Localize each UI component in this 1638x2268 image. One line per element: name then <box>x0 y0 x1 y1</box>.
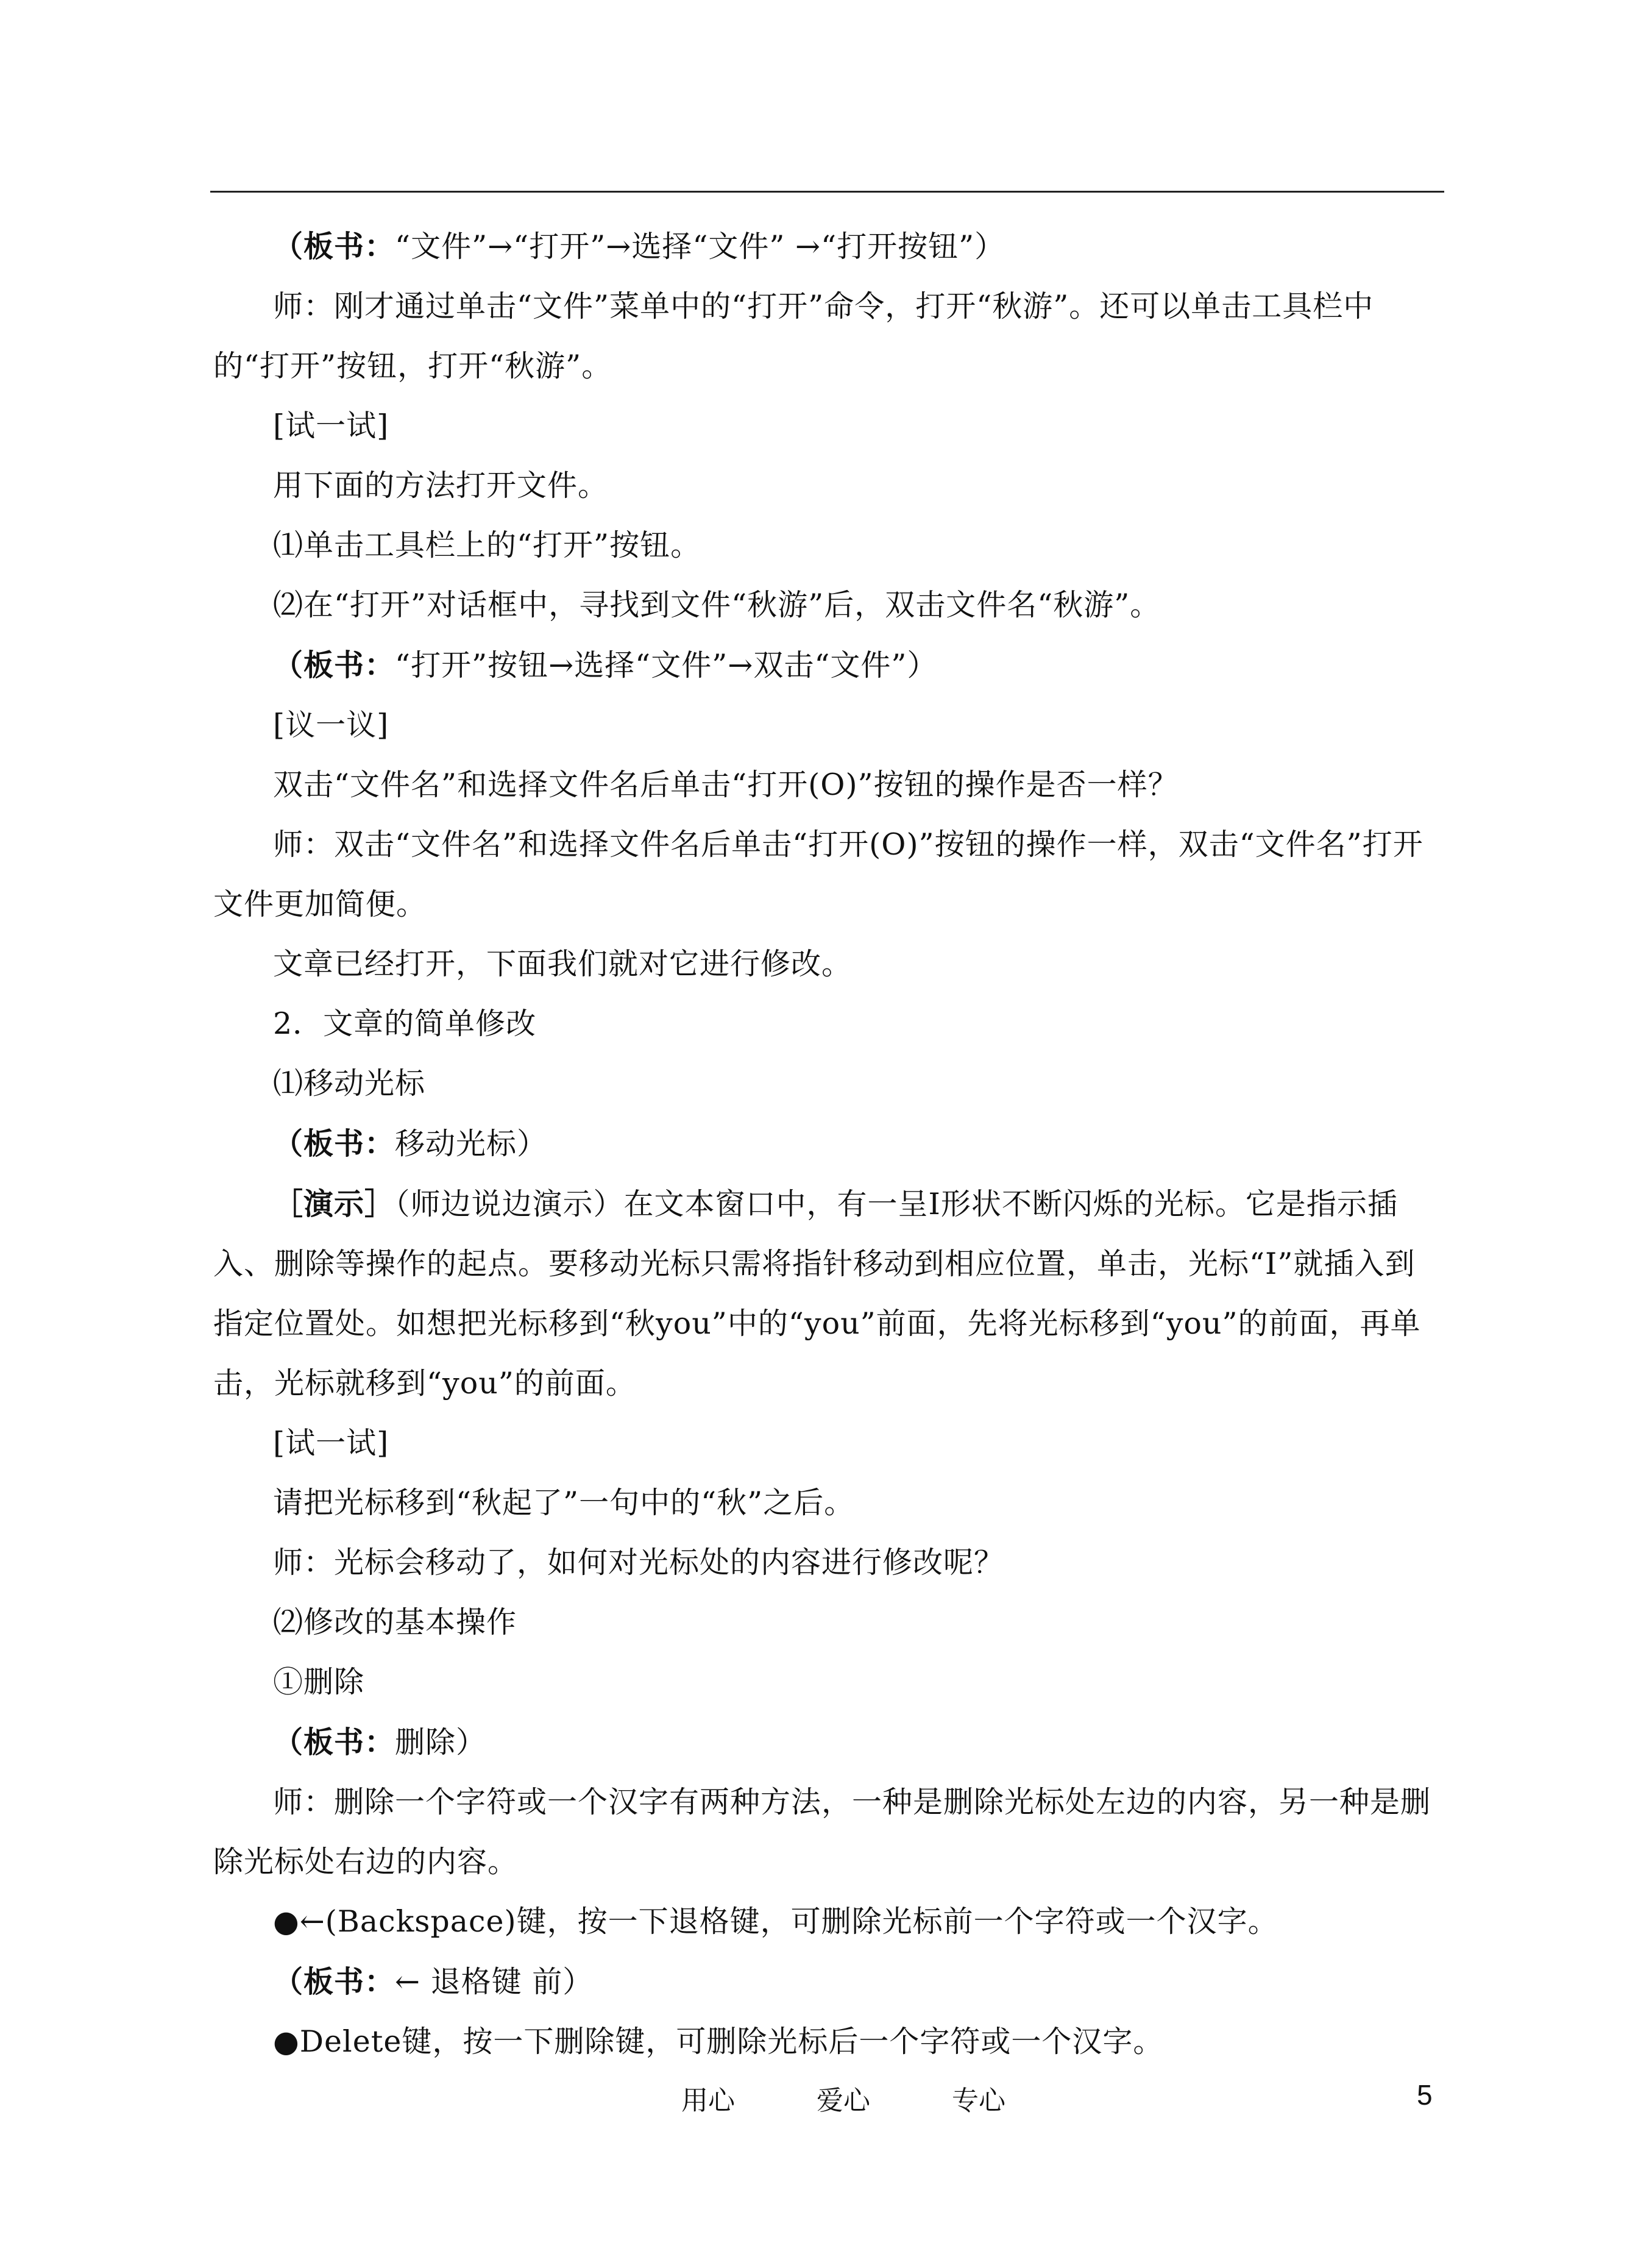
paragraph <box>213 695 1444 755</box>
paragraph-text: 删除） <box>395 1725 487 1760</box>
paragraph <box>213 1533 1444 1593</box>
paragraph-text: ①删除 <box>273 1665 365 1699</box>
paragraph-text: 用下面的方法打开文件。 <box>273 468 609 503</box>
footer-slogan-item: 爱心 <box>817 2085 870 2116</box>
paragraph <box>213 575 1444 635</box>
paragraph <box>213 1652 1444 1712</box>
paragraph <box>213 755 1444 815</box>
paragraph-text: ← 退格键 前） <box>395 1964 594 1999</box>
paragraph <box>213 277 1444 396</box>
footer-slogan-item: 用心 <box>681 2085 735 2116</box>
sub-heading <box>213 1593 1444 1652</box>
paragraph <box>213 1114 1444 1174</box>
paragraph-text: “打开”按钮→选择“文件”→双击“文件”） <box>395 648 938 683</box>
paragraph <box>213 456 1444 516</box>
paragraph <box>213 2012 1444 2072</box>
paragraph-text: [试一试] <box>273 1426 389 1460</box>
paragraph <box>213 1473 1444 1533</box>
paragraph <box>213 1174 1444 1413</box>
paragraph-text: ●Delete键，按一下删除键，可删除光标后一个字符或一个汉字。 <box>273 2024 1164 2059</box>
paragraph-text: （师边说边演示）在文本窗口中，有一呈Ⅰ形状不断闪烁的光标。它是指示插入、删除等操作的起点。要移动光标只需将指针移动到相应位置，单击，光标“Ⅰ”就插入到指定位置处。如想把光标移到“秋you”中的“you”前面，先将光标移到“you”的前面，再单击，光标就移到“you”的前面。 <box>213 1187 1421 1401</box>
paragraph <box>213 216 1444 277</box>
paragraph-text: [试一试] <box>273 408 389 443</box>
paragraph <box>213 1772 1444 1892</box>
section-heading <box>213 994 1444 1054</box>
paragraph <box>213 396 1444 456</box>
bold-lead: （板书： <box>273 647 395 683</box>
bold-lead: ［演示］ <box>273 1186 395 1221</box>
header-rule <box>210 191 1444 193</box>
paragraph-text: 师：刚才通过单击“文件”菜单中的“打开”命令，打开“秋游”。还可以单击工具栏中的“打开”按钮，打开“秋游”。 <box>213 289 1374 383</box>
paragraph-text: 请把光标移到“秋起了”一句中的“秋”之后。 <box>273 1485 855 1520</box>
sub-heading <box>213 1054 1444 1114</box>
paragraph-text: ⑵在“打开”对话框中，寻找到文件“秋游”后，双击文件名“秋游”。 <box>273 588 1161 622</box>
paragraph-text: ⑵修改的基本操作 <box>273 1605 517 1640</box>
footer-slogan <box>681 2078 1079 2117</box>
bold-lead: （板书： <box>273 229 395 264</box>
paragraph <box>213 1712 1444 1772</box>
bold-lead: （板书： <box>273 1964 395 1999</box>
paragraph-text: 师：双击“文件名”和选择文件名后单击“打开(O)”按钮的操作一样，双击“文件名”打开文件更加简便。 <box>213 827 1424 922</box>
bold-lead: （板书： <box>273 1126 395 1161</box>
paragraph <box>213 1892 1444 1952</box>
page-footer <box>0 2078 1638 2121</box>
paragraph <box>213 635 1444 695</box>
document-body <box>213 216 1444 2072</box>
paragraph-text: 师：删除一个字符或一个汉字有两种方法，一种是删除光标处左边的内容，另一种是删除光标处右边的内容。 <box>213 1785 1431 1879</box>
page-number: 5 <box>1417 2079 1433 2111</box>
paragraph-text: 文章已经打开，下面我们就对它进行修改。 <box>273 947 853 981</box>
paragraph <box>213 934 1444 994</box>
paragraph <box>213 516 1444 575</box>
paragraph-text: ⑴单击工具栏上的“打开”按钮。 <box>273 528 701 563</box>
paragraph-text: 双击“文件名”和选择文件名后单击“打开(O)”按钮的操作是否一样？ <box>273 767 1179 802</box>
paragraph-text: ⑴移动光标 <box>273 1066 426 1101</box>
paragraph-text: 2．文章的简单修改 <box>273 1006 537 1041</box>
paragraph-text: 移动光标） <box>395 1126 548 1161</box>
paragraph-text: “文件”→“打开”→选择“文件” →“打开按钮”） <box>395 229 1005 264</box>
paragraph <box>213 815 1444 934</box>
paragraph-text: [议一议] <box>273 708 389 742</box>
bold-lead: （板书： <box>273 1724 395 1760</box>
paragraph <box>213 1952 1444 2012</box>
paragraph-text: ●←(Backspace)键，按一下退格键，可删除光标前一个字符或一个汉字。 <box>273 1904 1278 1939</box>
paragraph-text: 师：光标会移动了，如何对光标处的内容进行修改呢？ <box>273 1545 1005 1580</box>
paragraph <box>213 1413 1444 1473</box>
footer-slogan-item: 专心 <box>952 2085 1005 2116</box>
